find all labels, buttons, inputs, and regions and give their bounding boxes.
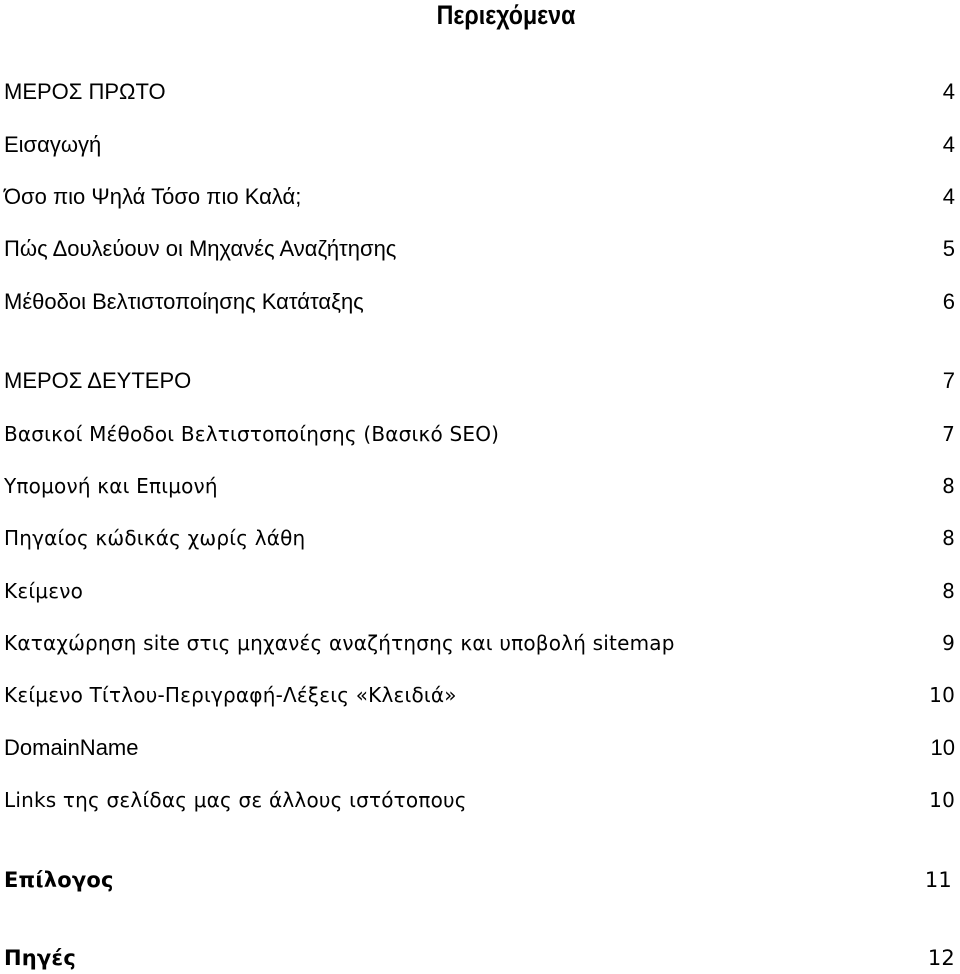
toc-entry-ranking-methods[interactable] (4, 286, 955, 318)
toc-entry-label: Μέθοδοι Βελτιστοποίησης Κατάταξης (4, 289, 364, 314)
toc-entry-page: 9 (942, 631, 955, 655)
toc-entry-label: DomainName (4, 735, 139, 760)
toc-entry-page: 4 (942, 79, 955, 104)
toc-entry-page: 4 (942, 184, 955, 209)
toc-entry-introduction[interactable] (4, 129, 955, 161)
toc-entry-page: 6 (942, 289, 955, 314)
toc-entry-label: Κείμενο (4, 579, 84, 603)
toc-entry-sources[interactable] (4, 942, 955, 974)
toc-entry-domain-name[interactable] (4, 732, 955, 764)
toc-entry-epilogue[interactable] (4, 864, 952, 896)
toc-entry-page: 11 (924, 868, 952, 892)
toc-entry-label: Links της σελίδας μας σε άλλους ιστότοπους (4, 788, 467, 812)
toc-entry-label: Πώς Δουλεύουν οι Μηχανές Αναζήτησης (4, 236, 397, 261)
toc-entry-page: 8 (942, 474, 955, 498)
toc-entry-label: Καταχώρηση site στις μηχανές αναζήτησης και υποβολή sitemap (4, 631, 675, 655)
toc-entry-patience[interactable] (4, 470, 955, 502)
toc-entry-label: Βασικοί Μέθοδοι Βελτιστοποίησης (Βασικό SEO) (4, 422, 500, 446)
toc-entry-page: 8 (942, 579, 955, 603)
toc-entry-higher-better[interactable] (4, 181, 955, 213)
toc-entry-page: 10 (929, 788, 955, 812)
toc-entry-source-code[interactable] (4, 522, 955, 554)
toc-entry-part-one[interactable] (4, 76, 955, 108)
toc-entry-label: Πηγαίος κώδικάς χωρίς λάθη (4, 526, 306, 550)
toc-entry-label: Κείμενο Τίτλου-Περιγραφή-Λέξεις «Κλειδιά» (4, 683, 457, 707)
toc-entry-page: 12 (927, 946, 955, 970)
toc-entry-text[interactable] (4, 575, 955, 607)
toc-entry-label: Επίλογος (4, 868, 114, 892)
toc-entry-how-search-engines-work[interactable] (4, 233, 955, 265)
toc-entry-label: ΜΕΡΟΣ ΠΡΩΤΟ (4, 79, 166, 104)
toc-entry-page: 10 (930, 735, 955, 760)
toc-entry-links[interactable] (4, 784, 955, 816)
toc-entry-site-submission[interactable] (4, 627, 955, 659)
toc-entry-label: Πηγές (4, 946, 76, 970)
toc-entry-part-two[interactable] (4, 365, 955, 397)
toc-entry-page: 8 (942, 526, 955, 550)
toc-entry-page: 10 (929, 683, 955, 707)
toc-entry-label: Όσο πιο Ψηλά Τόσο πιο Καλά; (4, 184, 302, 209)
toc-entry-page: 4 (942, 132, 955, 157)
toc-entry-title-description-keywords[interactable] (4, 679, 955, 711)
toc-entry-label: ΜΕΡΟΣ ΔΕΥΤΕΡΟ (4, 368, 192, 393)
toc-entry-page: 5 (942, 236, 955, 261)
toc-entry-label: Εισαγωγή (4, 132, 102, 157)
toc-entry-label: Υπομονή και Επιμονή (4, 474, 218, 498)
toc-entry-basic-seo[interactable] (4, 418, 955, 450)
toc-title: Περιεχόμενα (436, 0, 576, 30)
toc-entry-page: 7 (942, 368, 955, 393)
toc-entry-page: 7 (942, 422, 955, 446)
